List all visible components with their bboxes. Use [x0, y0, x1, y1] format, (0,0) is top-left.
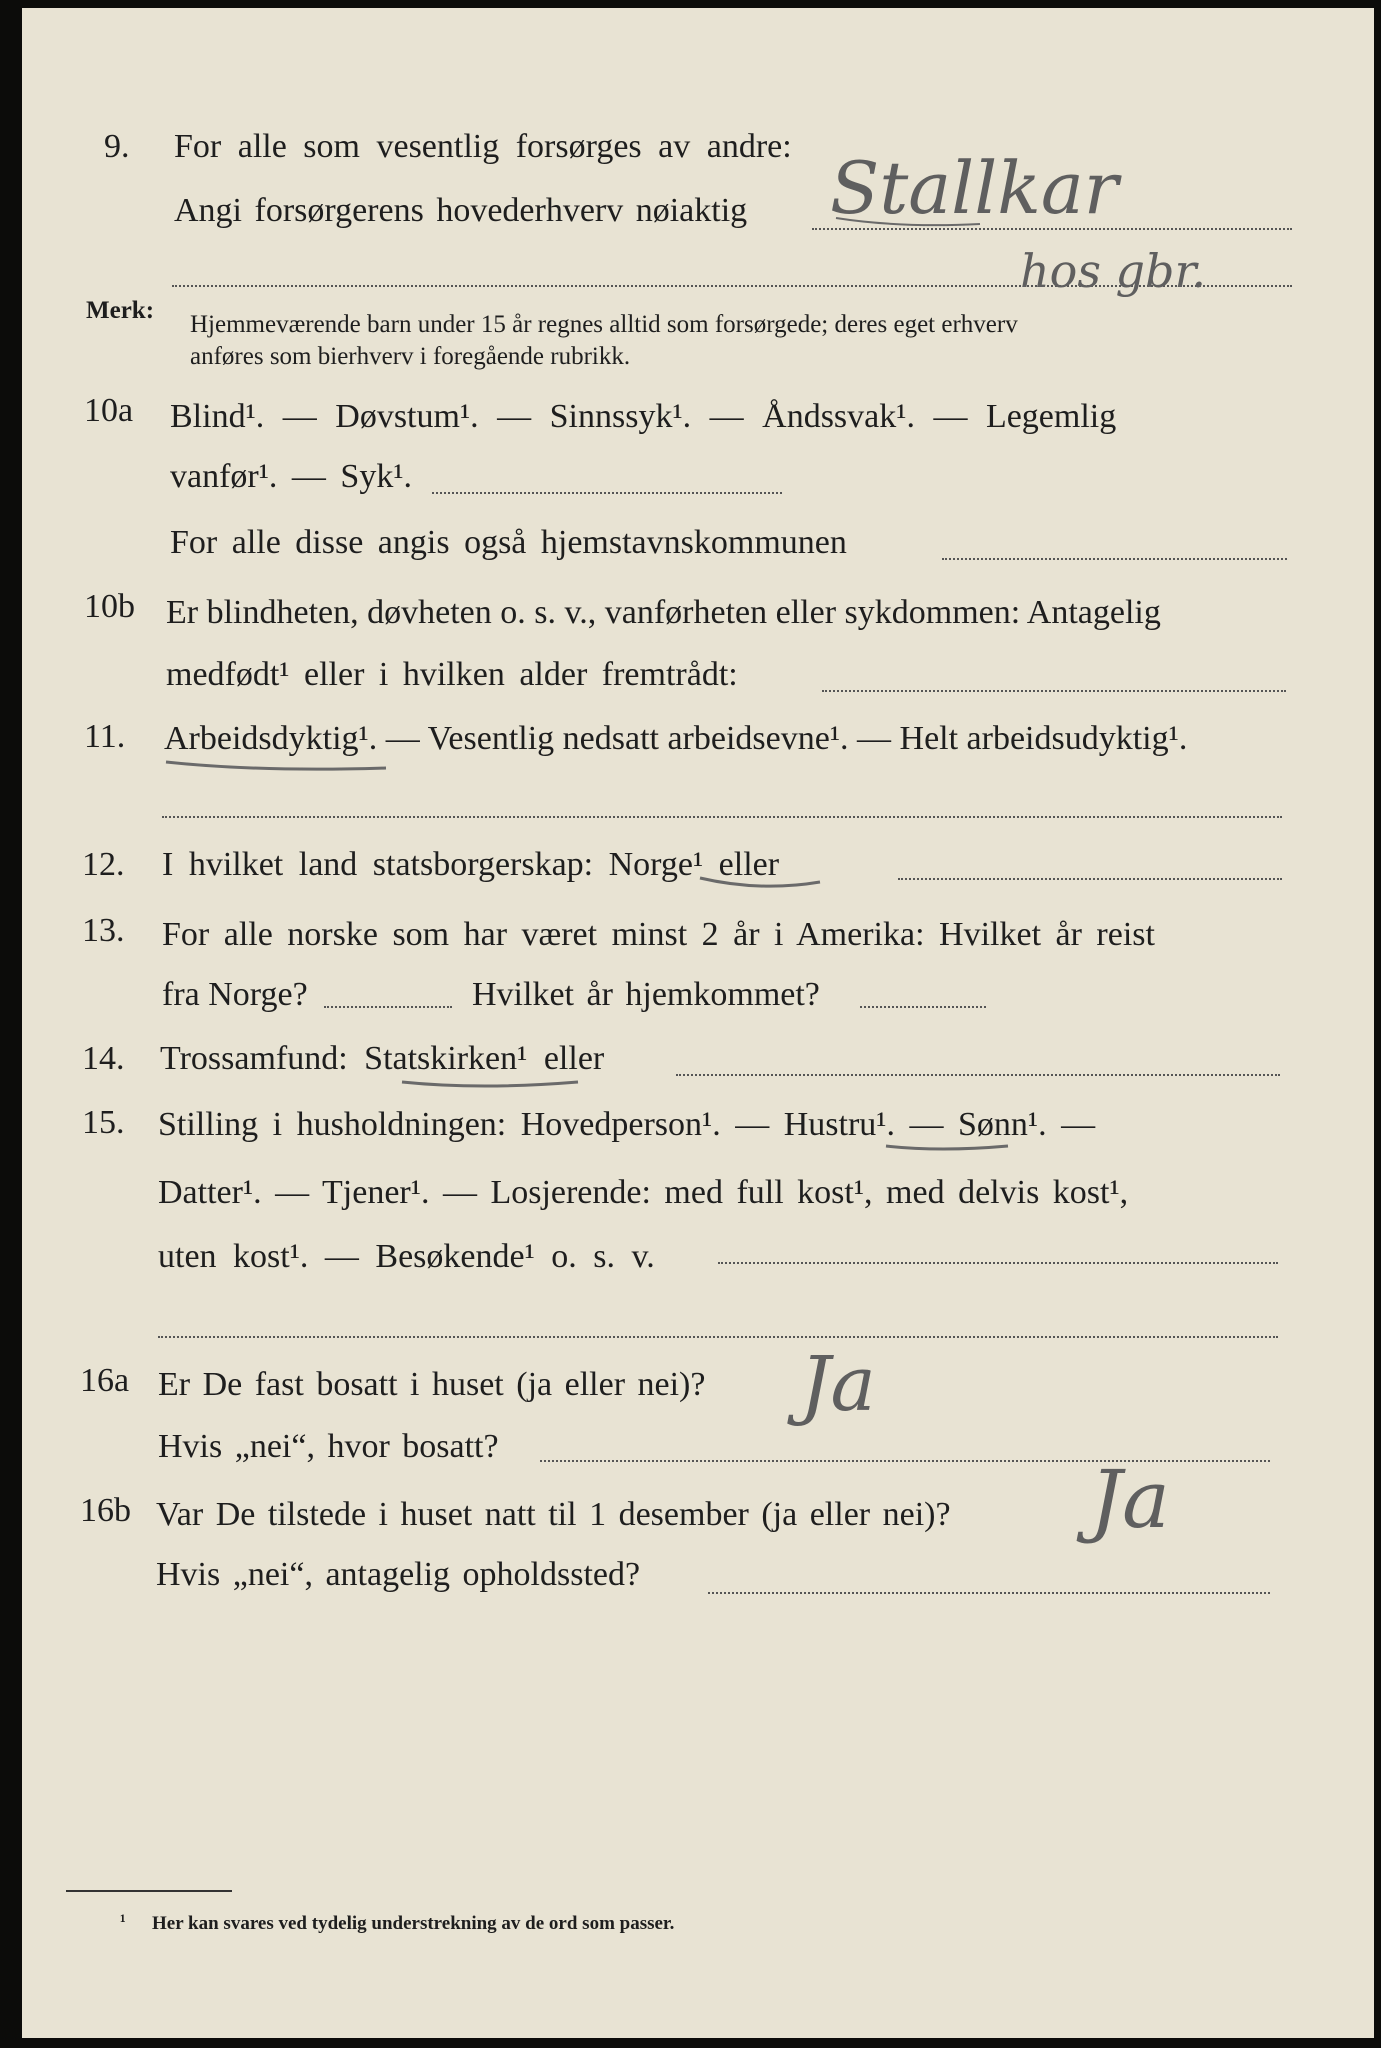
q12-answer-line: [898, 878, 1282, 880]
q11-number: 11.: [84, 718, 126, 755]
merk-line1: Hjemmeværende barn under 15 år regnes alltid som forsørgede; deres eget erhverv: [190, 311, 1018, 338]
q10a-line3: For alle disse angis også hjemstavnskommunen: [170, 524, 847, 561]
q12-number: 12.: [82, 846, 125, 883]
q9-handwritten-answer-2: hos gbr.: [1020, 244, 1206, 298]
q10a-syk-line: [432, 492, 782, 494]
q15-line1: Stilling i husholdningen: Hovedperson¹. — Hustru¹. — Sønn¹. —: [158, 1106, 1096, 1143]
q16b-handwritten-answer: Ja: [1090, 1453, 1170, 1546]
q10b-answer-line: [822, 690, 1286, 692]
footnote-rule: [66, 1890, 232, 1892]
q16a-line2: Hvis „nei“, hvor bosatt?: [158, 1428, 499, 1465]
q9-line1: For alle som vesentlig forsørges av andre:: [174, 128, 792, 165]
merk-label: Merk:: [86, 297, 155, 324]
q10b-line1: Er blindheten, døvheten o. s. v., vanførheten eller sykdommen: Antagelig: [166, 594, 1161, 631]
q12-line1: I hvilket land statsborgerskap: Norge¹ eller: [162, 846, 780, 883]
q13-number: 13.: [82, 912, 125, 949]
q16b-number: 16b: [80, 1492, 131, 1529]
q14-line1: Trossamfund: Statskirken¹ eller: [160, 1040, 605, 1077]
q10b-line2: medfødt¹ eller i hvilken alder fremtrådt:: [166, 656, 738, 693]
q15-answer-line-2: [158, 1336, 1278, 1338]
q16a-handwritten-answer: Ja: [800, 1339, 876, 1428]
q14-number: 14.: [82, 1040, 125, 1077]
q9-number: 9.: [104, 128, 130, 165]
q16a-line1: Er De fast bosatt i huset (ja eller nei)?: [158, 1366, 706, 1403]
q15-answer-line: [718, 1262, 1278, 1264]
q10b-number: 10b: [84, 588, 135, 625]
footnote-mark: ¹: [120, 1911, 126, 1932]
q9-line2: Angi forsørgerens hovederhverv nøiaktig: [174, 192, 748, 229]
footnote-text: Her kan svares ved tydelig understrekning av de ord som passer.: [152, 1913, 675, 1934]
q15-line2: Datter¹. — Tjener¹. — Losjerende: med full kost¹, med delvis kost¹,: [158, 1174, 1129, 1211]
q13-reist-line: [324, 1006, 452, 1008]
q10a-line1: Blind¹. — Døvstum¹. — Sinnssyk¹. — Åndssvak¹. — Legemlig: [170, 398, 1117, 435]
q13-line2b: Hvilket år hjemkommet?: [472, 976, 820, 1013]
q9-handwritten-answer-1: Stallkar: [830, 146, 1119, 230]
q10a-hjemstavn-line: [942, 558, 1287, 560]
q11-answer-line: [162, 816, 1282, 818]
q16b-line1: Var De tilstede i huset natt til 1 desember (ja eller nei)?: [156, 1496, 951, 1533]
q11-line1: Arbeidsdyktig¹. — Vesentlig nedsatt arbeidsevne¹. — Helt arbeidsudyktig¹.: [164, 720, 1188, 757]
q13-line2a: fra Norge?: [162, 976, 308, 1013]
q16b-line2: Hvis „nei“, antagelig opholdssted?: [156, 1556, 641, 1593]
q16a-number: 16a: [80, 1362, 130, 1399]
q10a-number: 10a: [84, 392, 134, 429]
q10a-line2: vanfør¹. — Syk¹.: [170, 458, 413, 495]
merk-line2: anføres som bierhverv i foregående rubrikk.: [190, 343, 631, 370]
q14-answer-line: [676, 1074, 1280, 1076]
q16b-answer-line: [708, 1592, 1270, 1594]
q15-number: 15.: [82, 1104, 125, 1141]
q13-line1: For alle norske som har været minst 2 år i Amerika: Hvilket år reist: [162, 916, 1155, 953]
q13-hjemkommet-line: [860, 1006, 986, 1008]
q15-line3: uten kost¹. — Besøkende¹ o. s. v.: [158, 1238, 655, 1275]
